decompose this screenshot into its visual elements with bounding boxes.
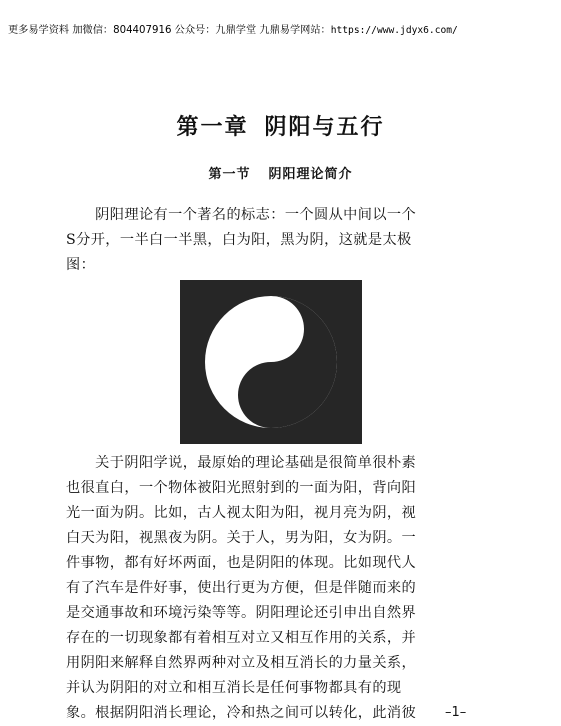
paragraph-line: 有了汽车是件好事，使出行更为方便，但是伴随而来的	[66, 580, 417, 596]
chapter-label: 第一章	[176, 115, 249, 140]
section-title	[0, 163, 561, 182]
paragraph-line: 象。根据阴阳消长理论，冷和热之间可以转化，此消彼	[66, 705, 417, 721]
paragraph-line: 关于阴阳学说，最原始的理论基础是很简单很朴素	[66, 455, 417, 471]
paragraph-line: 光一面为阴。比如，古人视太阳为阳，视月亮为阴，视	[66, 505, 417, 521]
paragraph-line: 用阴阳来解释自然界两种对立及相互消长的力量关系，	[66, 655, 417, 671]
chapter-title	[0, 110, 561, 141]
taiji-image	[180, 280, 362, 444]
header-url[interactable]: https://www.jdyx6.com/	[330, 25, 458, 36]
paragraph-line: 并认为阴阳的对立和相互消长是任何事物都具有的现	[66, 680, 402, 696]
header-text: 更多易学资料 加微信：804407916 公众号：九鼎学堂 九鼎易学网站：	[8, 25, 331, 36]
taiji-yin-yang-icon	[180, 280, 362, 444]
paragraph-line: 存在的一切现象都有着相互对立又相互作用的关系，并	[66, 630, 417, 646]
paragraph-line: S分开，一半白一半黑，白为阳，黑为阴，这就是太极	[66, 232, 412, 248]
section-name: 阴阳理论简介	[268, 167, 353, 182]
paragraph-line: 件事物，都有好坏两面，也是阴阳的体现。比如现代人	[66, 555, 417, 571]
section-label: 第一节	[208, 167, 251, 182]
paragraph-line: 也很直白，一个物体被阳光照射到的一面为阳，背向阳	[66, 480, 417, 496]
paragraph-line: 图：	[66, 257, 96, 273]
page-header-ad	[8, 21, 553, 36]
chapter-name: 阴阳与五行	[264, 115, 385, 140]
paragraph-intro	[66, 203, 476, 278]
page-number: –1–	[445, 705, 467, 720]
paragraph-line: 是交通事故和环境污染等等。阴阳理论还引申出自然界	[66, 605, 417, 621]
paragraph-line: 阴阳理论有一个著名的标志：一个圆从中间以一个	[66, 207, 417, 223]
paragraph-line: 白天为阳，视黑夜为阴。关于人，男为阳，女为阴。一	[66, 530, 417, 546]
paragraph-body	[66, 451, 476, 726]
